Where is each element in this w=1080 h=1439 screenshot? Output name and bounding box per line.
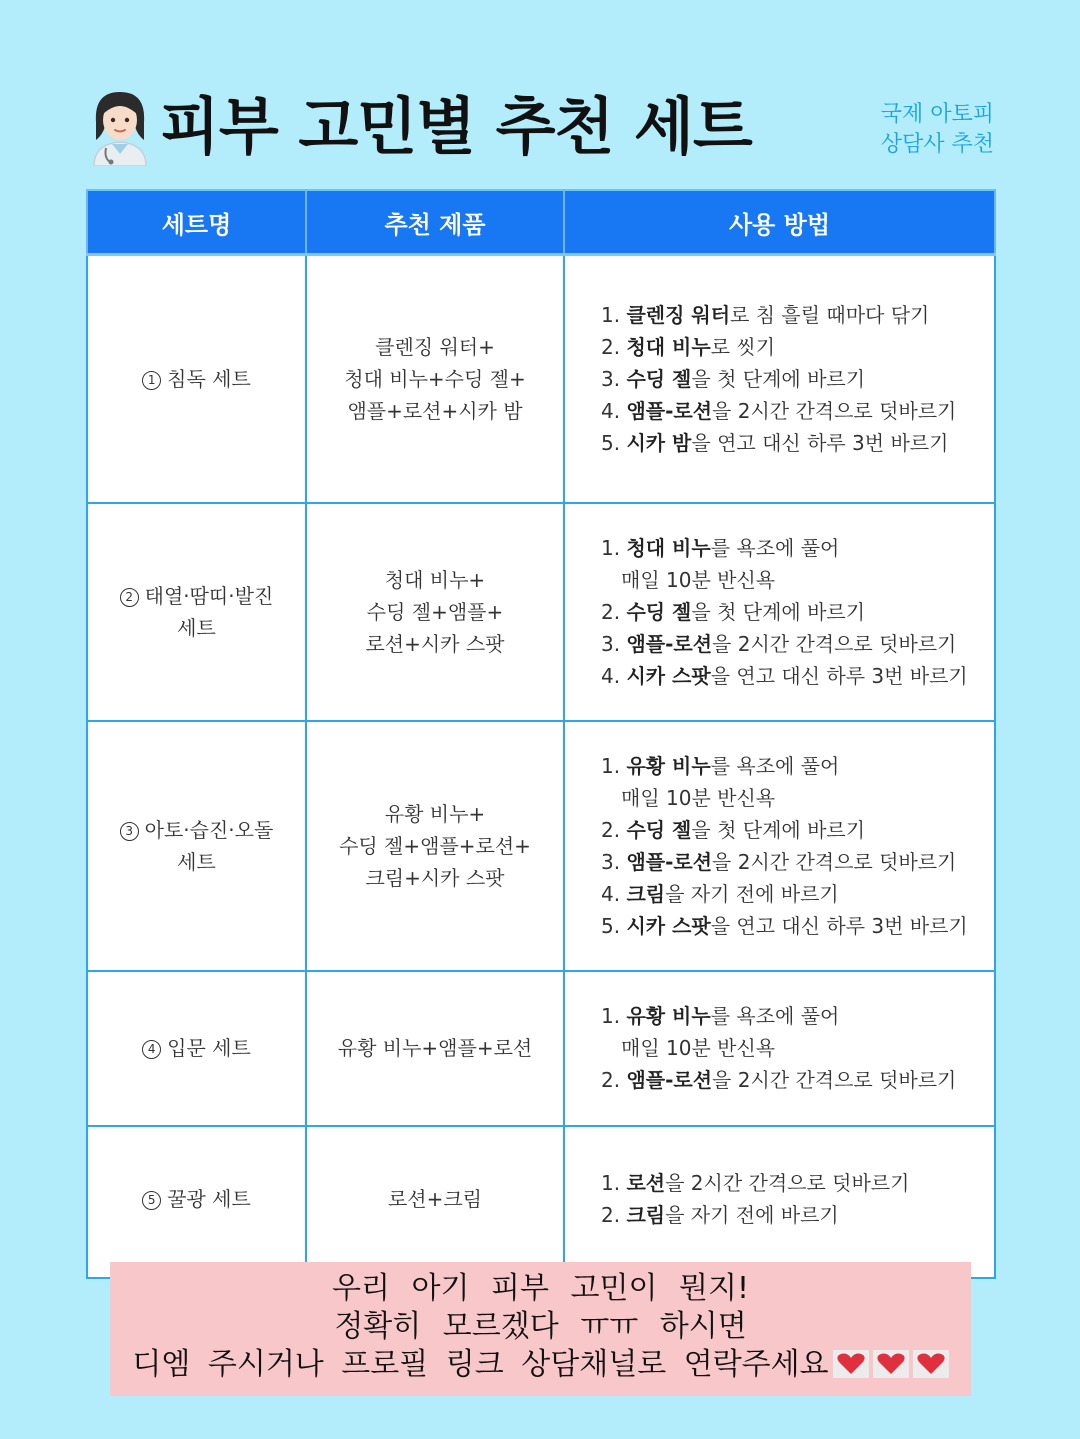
- usage-step: 1. 유황 비누를 욕조에 풀어: [601, 753, 840, 778]
- set-name-suffix: 세트: [177, 849, 216, 874]
- usage-step: 2. 청대 비누로 씻기: [601, 334, 776, 359]
- usage-cell: [564, 971, 995, 1126]
- products-cell: [306, 721, 564, 971]
- usage-step: 4. 크림을 자기 전에 바르기: [601, 881, 839, 906]
- table-row: [87, 1126, 995, 1278]
- table-row: [87, 503, 995, 721]
- contact-banner: [110, 1262, 971, 1396]
- usage-step: 5. 시카 스팟을 연고 대신 하루 3번 바르기: [601, 913, 968, 938]
- column-header-usage: 사용 방법: [564, 190, 995, 255]
- product-line: 수딩 젤+앰플+: [366, 599, 504, 624]
- usage-step: 1. 청대 비누를 욕조에 풀어: [601, 535, 840, 560]
- product-line: 크림+시카 스팟: [365, 865, 505, 890]
- usage-step: 5. 시카 밤을 연고 대신 하루 3번 바르기: [601, 430, 949, 455]
- product-line: 로션+크림: [387, 1186, 483, 1211]
- usage-step: 3. 앰플-로션을 2시간 간격으로 덧바르기: [601, 849, 957, 874]
- usage-cell: [564, 503, 995, 721]
- heart-icons: [829, 1350, 949, 1388]
- product-line: 수딩 젤+앰플+로션+: [339, 833, 531, 858]
- recommendation-table: [86, 189, 994, 1279]
- product-line: 청대 비누+수딩 젤+: [344, 366, 526, 391]
- page-title: 피부 고민별 추천 세트: [160, 90, 752, 163]
- product-line: 유황 비누+앰플+로션: [337, 1036, 533, 1060]
- set-name: 꿀광 세트: [167, 1186, 251, 1211]
- usage-step: 4. 앰플-로션을 2시간 간격으로 덧바르기: [601, 398, 957, 423]
- products-cell: [306, 971, 564, 1126]
- product-line: 청대 비누+: [384, 567, 486, 592]
- doctor-avatar-icon: [86, 88, 154, 166]
- column-header-set-name: 세트명: [87, 190, 306, 255]
- usage-cell: [564, 255, 995, 503]
- banner-line-1: 우리 아기 피부 고민이 뭔지!: [332, 1271, 749, 1306]
- heart-icon: [913, 1350, 949, 1378]
- note-line-2: 상담사 추천: [880, 132, 994, 157]
- product-line: 로션+시카 스팟: [365, 631, 505, 656]
- table-row: [87, 721, 995, 971]
- set-name-cell: [87, 1126, 306, 1278]
- usage-step: 2. 앰플-로션을 2시간 간격으로 덧바르기: [601, 1068, 957, 1092]
- set-name: 태열·땀띠·발진: [144, 583, 274, 608]
- products-cell: [306, 503, 564, 721]
- header: [86, 84, 994, 174]
- usage-step: 1. 로션을 2시간 간격으로 덧바르기: [601, 1170, 910, 1195]
- set-name-cell: [87, 503, 306, 721]
- heart-icon: [833, 1350, 869, 1378]
- number-badge: 5: [142, 1191, 161, 1210]
- usage-cell: [564, 1126, 995, 1278]
- usage-step: 4. 시카 스팟을 연고 대신 하루 3번 바르기: [601, 663, 968, 688]
- set-name-cell: [87, 721, 306, 971]
- set-name: 아토·습진·오돌: [144, 817, 274, 842]
- set-name-cell: [87, 971, 306, 1126]
- table-header-row: [87, 190, 995, 255]
- table-row: [87, 255, 995, 503]
- usage-step: 3. 앰플-로션을 2시간 간격으로 덧바르기: [601, 631, 957, 656]
- set-name-suffix: 세트: [177, 615, 216, 640]
- note-line-1: 국제 아토피: [880, 102, 994, 127]
- set-name: 입문 세트: [167, 1036, 251, 1060]
- product-line: 클렌징 워터+: [375, 334, 495, 359]
- recommendation-note: [881, 100, 994, 160]
- products-cell: [306, 1126, 564, 1278]
- usage-step-continued: 매일 10분 반신욕: [621, 1036, 776, 1060]
- table-row: [87, 971, 995, 1126]
- number-badge: 4: [142, 1040, 161, 1059]
- number-badge: 2: [120, 588, 139, 607]
- number-badge: 1: [142, 371, 161, 390]
- usage-step: 2. 크림을 자기 전에 바르기: [601, 1202, 839, 1227]
- usage-step-continued: 매일 10분 반신욕: [621, 567, 776, 592]
- usage-step-continued: 매일 10분 반신욕: [621, 785, 776, 810]
- set-name: 침독 세트: [167, 366, 251, 391]
- set-name-cell: [87, 255, 306, 503]
- usage-step: 2. 수딩 젤을 첫 단계에 바르기: [601, 599, 866, 624]
- number-badge: 3: [120, 822, 139, 841]
- usage-step: 1. 클렌징 워터로 침 흘릴 때마다 닦기: [601, 302, 930, 327]
- banner-line-3: 디엠 주시거나 프로필 링크 상담채널로 연락주세요: [110, 1346, 971, 1388]
- usage-step: 1. 유황 비누를 욕조에 풀어: [601, 1004, 840, 1028]
- usage-step: 2. 수딩 젤을 첫 단계에 바르기: [601, 817, 866, 842]
- usage-cell: [564, 721, 995, 971]
- banner-line-2: 정확히 모르겠다 ㅠㅠ 하시면: [334, 1309, 747, 1344]
- product-line: 앰플+로션+시카 밤: [347, 398, 523, 423]
- products-cell: [306, 255, 564, 503]
- usage-step: 3. 수딩 젤을 첫 단계에 바르기: [601, 366, 866, 391]
- product-line: 유황 비누+: [384, 801, 486, 826]
- heart-icon: [873, 1350, 909, 1378]
- column-header-products: 추천 제품: [306, 190, 564, 255]
